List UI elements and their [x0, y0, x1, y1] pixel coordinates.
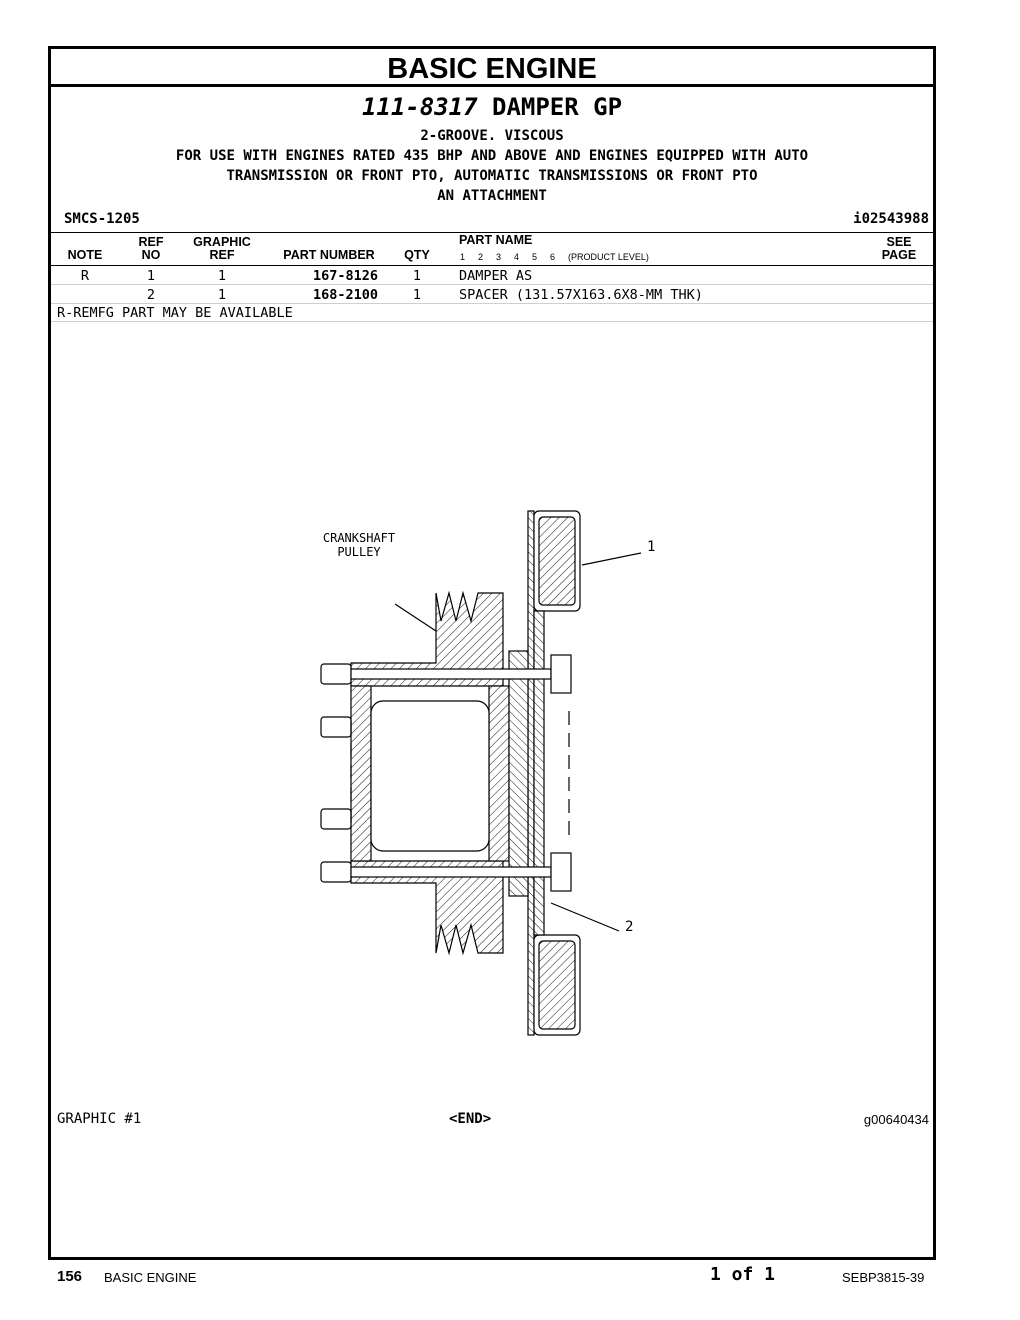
group-number: 111-8317	[361, 93, 478, 121]
footnote-row	[51, 303, 933, 322]
damper-ring-bottom	[539, 941, 575, 1029]
level-1: 1	[460, 252, 466, 262]
table-row	[51, 285, 933, 304]
row-qty: 1	[412, 268, 422, 284]
level-2: 2	[478, 252, 484, 262]
product-level-label: (PRODUCT LEVEL)	[568, 252, 649, 262]
row-note: R	[80, 268, 90, 284]
level-4: 4	[514, 252, 520, 262]
row-ref-no: 1	[146, 268, 156, 284]
row-part-number: 168-2100	[312, 287, 378, 303]
col-part-name: PART NAME	[459, 233, 533, 247]
col-note: NOTE	[67, 248, 103, 262]
smcs-code: SMCS-1205	[64, 211, 140, 227]
damper-drawing	[51, 321, 933, 1101]
row-part-name: SPACER (131.57X163.6X8-MM THK)	[459, 287, 703, 303]
doc-number: SEBP3815-39	[842, 1270, 925, 1285]
page-footer	[0, 1264, 1020, 1288]
callout-1: 1	[647, 539, 656, 555]
damper-hub	[534, 611, 544, 935]
row-part-number: 167-8126	[312, 268, 378, 284]
pagination: 1 of 1	[710, 1264, 776, 1285]
pulley-web-left	[351, 686, 371, 861]
label-crankshaft-pulley: CRANKSHAFT PULLEY	[322, 531, 396, 559]
graphic-caption: GRAPHIC #1	[57, 1111, 142, 1127]
bolt-3	[321, 809, 351, 829]
group-name: DAMPER GP	[492, 93, 623, 121]
row-graphic-ref: 1	[217, 287, 227, 303]
document-id: i02543988	[853, 211, 929, 227]
row-ref-no: 2	[146, 287, 156, 303]
group-title	[51, 93, 933, 121]
footer-section: BASIC ENGINE	[104, 1270, 197, 1285]
description-line: 2-GROOVE. VISCOUS	[420, 128, 564, 144]
spacer	[509, 651, 528, 896]
leader-pulley	[395, 604, 436, 631]
col-graphic-ref: GRAPHIC REF	[193, 235, 251, 262]
bolt-head-4	[551, 853, 571, 891]
level-5: 5	[532, 252, 538, 262]
row-qty: 1	[412, 287, 422, 303]
level-6: 6	[550, 252, 556, 262]
col-ref-no: REF NO	[138, 235, 164, 262]
page-frame	[48, 46, 936, 1260]
description-line: TRANSMISSION OR FRONT PTO, AUTOMATIC TRANSMISSIONS OR FRONT PTO	[226, 168, 758, 184]
section-title: BASIC ENGINE	[51, 49, 933, 87]
leader-1	[582, 553, 641, 565]
graphic-image-id: g00640434	[863, 1112, 929, 1127]
parts-table-header	[51, 233, 933, 266]
pulley-web-right	[489, 686, 509, 861]
bolt-1	[321, 664, 351, 684]
col-part-number: PART NUMBER	[283, 248, 375, 262]
description-line: AN ATTACHMENT	[437, 188, 547, 204]
row-part-name: DAMPER AS	[459, 268, 533, 284]
col-see-page: SEE PAGE	[881, 235, 917, 262]
end-marker: <END>	[449, 1111, 492, 1127]
callout-2: 2	[625, 919, 634, 935]
col-qty: QTY	[404, 248, 430, 262]
level-3: 3	[496, 252, 502, 262]
graphic-caption-line	[51, 1111, 933, 1131]
leader-2	[551, 903, 619, 931]
bolt-head-1	[551, 655, 571, 693]
row-graphic-ref: 1	[217, 268, 227, 284]
damper-plate	[528, 511, 534, 1035]
footnote: R-REMFG PART MAY BE AVAILABLE	[57, 305, 293, 321]
group-header	[51, 87, 933, 233]
bolt-4	[321, 862, 351, 882]
damper-ring-top	[539, 517, 575, 605]
bolt-2	[321, 717, 351, 737]
description-line: FOR USE WITH ENGINES RATED 435 BHP AND ABOVE AND ENGINES EQUIPPED WITH AUTO	[175, 148, 809, 164]
page-number: 156	[57, 1268, 83, 1285]
table-row	[51, 266, 933, 285]
exploded-view-graphic	[51, 321, 933, 1101]
pulley-bore	[371, 701, 489, 851]
